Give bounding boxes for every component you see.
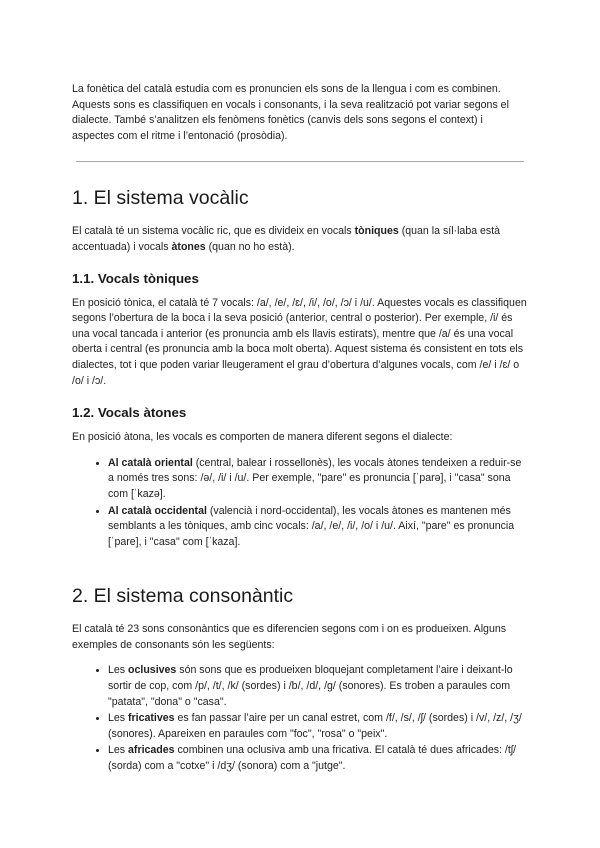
subsection-1-2-paragraph: En posició àtona, les vocals es comporten de manera diferent segons el dialecte:: [72, 431, 453, 444]
section-divider: [76, 161, 524, 162]
list-item-prefix: Les: [108, 744, 129, 757]
list-item-text: (central, balear i rossellonès), les vocals àtones tendeixen a reduir-se a només tres sons: /ə/, /i/ i /u/. Per exemple, "pare" es pronuncia [ˈparə], i "casa" sona com [ˈkazə].: [108, 456, 522, 500]
list-item: [108, 663, 528, 710]
section1-paragraph: [72, 224, 528, 255]
consonant-list: [72, 663, 528, 774]
section2-title: 2. El sistema consonàntic: [72, 585, 294, 608]
section1-title: 1. El sistema vocàlic: [72, 187, 249, 210]
list-item-text: es fan passar l’aire per un canal estret, com /f/, /s/, /ʃ/ (sordes) i /v/, /z/, /ʒ/ (sonores). Apareixen en paraules com "foc", "rosa" o "peix".: [108, 712, 522, 740]
list-item-text: són sons que es produeixen bloquejant completament l’aire i deixant-lo sortir de cop, com /p/, /t/, /k/ (sordes) i /b/, /d/, /g/ (sonores). Es troben a paraules com "patata", "dona" o "casa".: [108, 664, 513, 708]
list-item-prefix: Les: [108, 664, 129, 677]
intro-paragraph: La fonètica del català estudia com es pronuncien els sons de la llengua i com es combinen. Aquests sons es classifiquen en vocals i consonants, i la seva realització pot variar segons el dialecte. També s’analitzen els fenòmens fonètics (canvis dels sons segons el context) i aspectes com el ritme i l’entonació (prosòdia).: [72, 83, 509, 142]
section2-paragraph: El català té 23 sons consonàntics que es diferencien segons com i on es produeixen. Alguns exemples de consonants són les següents:: [72, 623, 507, 651]
list-item-bold: Al català oriental: [108, 456, 193, 469]
section1-text-a: El català té un sistema vocàlic ric, que es divideix en vocals: [72, 225, 355, 238]
subsection-1-2-title: 1.2. Vocals àtones: [72, 405, 187, 421]
list-item-text: (valencià i nord-occidental), les vocals àtones es mantenen més semblants a les tòniques, amb cinc vocals: /a/, /e/, /i/, /o/ i /u/. Així, "pare" es pronuncia [ˈpare], i "casa" com [ˈkaza].: [108, 504, 515, 548]
list-item-bold: oclusives: [128, 664, 177, 677]
list-item: [108, 456, 528, 503]
list-item: [108, 743, 528, 774]
list-item-prefix: Les: [108, 712, 129, 725]
list-item-bold: Al català occidental: [108, 504, 207, 517]
list-item-bold: africades: [128, 744, 175, 757]
section1-bold-toniques: tòniques: [354, 225, 399, 238]
subsection-1-1-title: 1.1. Vocals tòniques: [72, 270, 199, 286]
list-item: [108, 711, 528, 742]
list-item: [108, 504, 528, 551]
vowel-dialect-list: [72, 456, 528, 551]
section1-text-b: (quan la síl·laba està accentuada) i vocals: [72, 225, 501, 253]
subsection-1-1-paragraph: En posició tònica, el català té 7 vocals: /a/, /e/, /ɛ/, /i/, /o/, /ɔ/ i /u/. Aquestes vocals es classifiquen segons l’obertura de la boca i la seva posició (anterior, central o posterior). Per exemple, /i/ és una vocal tancada i anterior (es pronuncia amb els llavis estirats), mentre que /a/ és una vocal oberta i central (es pronuncia amb la boca molt oberta). Aquest sistema és consistent en tots els dialectes, tot i que poden variar lleugerament el grau d’obertura d’algunes vocals, com /e/ i /ɛ/ o /o/ i /ɔ/.: [72, 296, 527, 387]
section1-bold-atones: àtones: [171, 240, 206, 253]
list-item-bold: fricatives: [128, 712, 175, 725]
section1-text-c: (quan no ho està).: [205, 240, 295, 253]
list-item-text: combinen una oclusiva amb una fricativa. El català té dues africades: /tʃ/ (sorda) com a "cotxe" i /dʒ/ (sonora) com a "jutge".: [108, 744, 517, 773]
